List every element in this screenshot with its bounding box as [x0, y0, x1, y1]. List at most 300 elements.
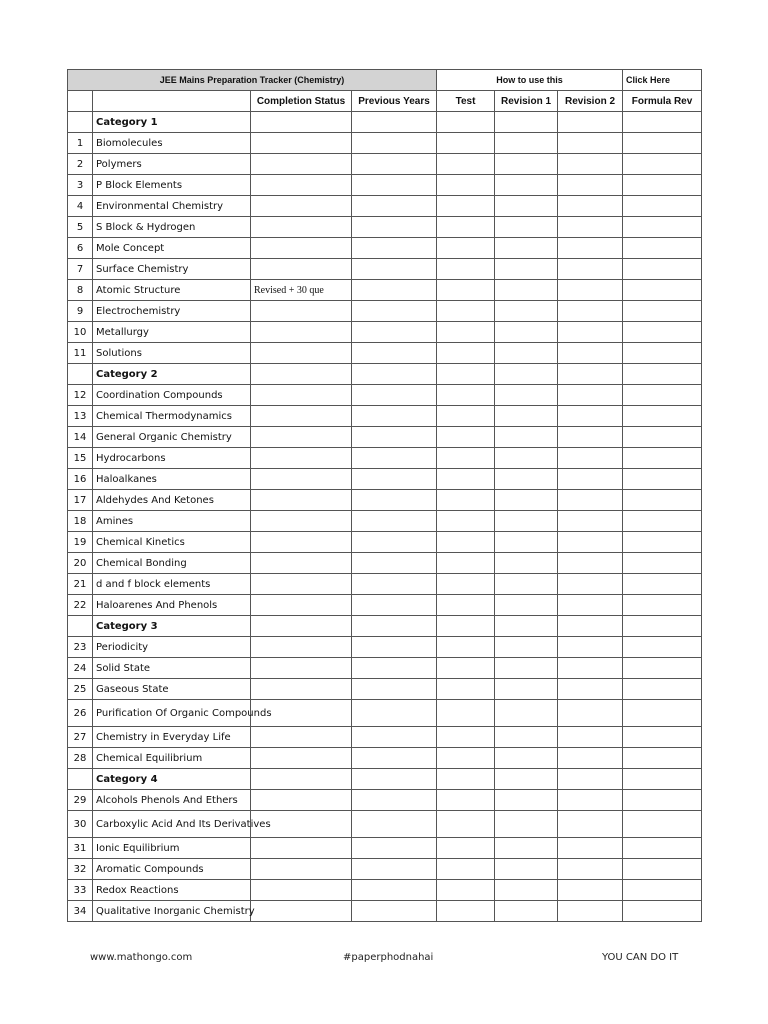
cell-previous-years[interactable]	[352, 658, 437, 679]
cell-test[interactable]	[437, 175, 495, 196]
cell-formula-rev[interactable]	[623, 448, 702, 469]
cell-test[interactable]	[437, 133, 495, 154]
cell-previous-years[interactable]	[352, 469, 437, 490]
topic-name: Chemical Bonding	[93, 553, 251, 574]
cell-revision-2[interactable]	[558, 658, 623, 679]
cell-previous-years[interactable]	[352, 901, 437, 922]
row-number: 22	[68, 595, 93, 616]
topic-name: Surface Chemistry	[93, 259, 251, 280]
cell-revision-2[interactable]	[558, 259, 623, 280]
tracker-table	[67, 69, 702, 922]
cell-revision-1[interactable]	[495, 154, 558, 175]
table-row	[68, 133, 702, 154]
topic-name: Purification Of Organic Compounds	[93, 700, 251, 727]
cell-formula-rev[interactable]	[623, 679, 702, 700]
row-number: 31	[68, 838, 93, 859]
cell-formula-rev[interactable]	[623, 175, 702, 196]
cell-revision-2[interactable]	[558, 427, 623, 448]
cell-test[interactable]	[437, 322, 495, 343]
cell-previous-years[interactable]	[352, 385, 437, 406]
topic-name: Chemistry in Everyday Life	[93, 727, 251, 748]
cell-completion-status[interactable]	[251, 553, 352, 574]
cell-previous-years[interactable]	[352, 259, 437, 280]
header-revision-2: Revision 2	[558, 91, 623, 112]
cell-revision-2[interactable]	[558, 364, 623, 385]
cell-completion-status[interactable]	[251, 364, 352, 385]
header-formula-rev: Formula Rev	[623, 91, 702, 112]
table-row	[68, 175, 702, 196]
cell-test[interactable]	[437, 448, 495, 469]
cell-completion-status[interactable]	[251, 490, 352, 511]
cell-formula-rev[interactable]	[623, 595, 702, 616]
cell-revision-1[interactable]	[495, 301, 558, 322]
cell-completion-status[interactable]	[251, 748, 352, 769]
table-row	[68, 595, 702, 616]
cell-previous-years[interactable]	[352, 112, 437, 133]
row-number: 29	[68, 790, 93, 811]
cell-previous-years[interactable]	[352, 595, 437, 616]
row-number: 14	[68, 427, 93, 448]
cell-formula-rev[interactable]	[623, 364, 702, 385]
table-row	[68, 406, 702, 427]
cell-revision-1[interactable]	[495, 901, 558, 922]
cell-revision-2[interactable]	[558, 748, 623, 769]
table-row	[68, 511, 702, 532]
cell-test[interactable]	[437, 769, 495, 790]
cell-previous-years[interactable]	[352, 838, 437, 859]
cell-test[interactable]	[437, 238, 495, 259]
cell-revision-1[interactable]	[495, 790, 558, 811]
cell-formula-rev[interactable]	[623, 658, 702, 679]
cell-revision-1[interactable]	[495, 259, 558, 280]
row-number: 24	[68, 658, 93, 679]
cell-formula-rev[interactable]	[623, 217, 702, 238]
tracker-body	[68, 70, 702, 922]
cell-previous-years[interactable]	[352, 811, 437, 838]
cell-formula-rev[interactable]	[623, 880, 702, 901]
cell-completion-status[interactable]	[251, 217, 352, 238]
how-to-use-link[interactable]: How to use this	[437, 70, 623, 91]
cell-previous-years[interactable]	[352, 700, 437, 727]
cell-completion-status[interactable]	[251, 301, 352, 322]
row-number: 4	[68, 196, 93, 217]
cell-previous-years[interactable]	[352, 154, 437, 175]
cell-test[interactable]	[437, 748, 495, 769]
cell-test[interactable]	[437, 811, 495, 838]
cell-completion-status[interactable]	[251, 133, 352, 154]
cell-previous-years[interactable]	[352, 133, 437, 154]
cell-test[interactable]	[437, 406, 495, 427]
cell-formula-rev[interactable]	[623, 322, 702, 343]
cell-previous-years[interactable]	[352, 196, 437, 217]
cell-previous-years[interactable]	[352, 406, 437, 427]
cell-revision-2[interactable]	[558, 175, 623, 196]
cell-formula-rev[interactable]	[623, 700, 702, 727]
cell-formula-rev[interactable]	[623, 490, 702, 511]
table-row	[68, 838, 702, 859]
cell-test[interactable]	[437, 616, 495, 637]
topic-name: Polymers	[93, 154, 251, 175]
cell-previous-years[interactable]	[352, 175, 437, 196]
cell-previous-years[interactable]	[352, 364, 437, 385]
cell-revision-2[interactable]	[558, 511, 623, 532]
category-label: Category 3	[93, 616, 251, 637]
cell-revision-2[interactable]	[558, 280, 623, 301]
cell-test[interactable]	[437, 532, 495, 553]
cell-formula-rev[interactable]	[623, 748, 702, 769]
cell-formula-rev[interactable]	[623, 280, 702, 301]
row-number	[68, 364, 93, 385]
cell-revision-1[interactable]	[495, 859, 558, 880]
cell-revision-2[interactable]	[558, 679, 623, 700]
cell-formula-rev[interactable]	[623, 196, 702, 217]
cell-completion-status[interactable]	[251, 880, 352, 901]
cell-formula-rev[interactable]	[623, 301, 702, 322]
cell-completion-status[interactable]	[251, 901, 352, 922]
cell-completion-status[interactable]	[251, 385, 352, 406]
cell-formula-rev[interactable]	[623, 154, 702, 175]
cell-revision-1[interactable]	[495, 553, 558, 574]
topic-name: Environmental Chemistry	[93, 196, 251, 217]
cell-revision-1[interactable]	[495, 490, 558, 511]
cell-formula-rev[interactable]	[623, 133, 702, 154]
cell-revision-1[interactable]	[495, 133, 558, 154]
cell-previous-years[interactable]	[352, 574, 437, 595]
cell-test[interactable]	[437, 553, 495, 574]
cell-test[interactable]	[437, 427, 495, 448]
footer-hashtag: #paperphodnahai	[343, 952, 434, 963]
cell-completion-status[interactable]	[251, 532, 352, 553]
cell-revision-1[interactable]	[495, 811, 558, 838]
category-row	[68, 769, 702, 790]
cell-completion-status[interactable]	[251, 511, 352, 532]
click-here-link[interactable]: Click Here	[623, 70, 702, 91]
cell-revision-2[interactable]	[558, 301, 623, 322]
category-label: Category 1	[93, 112, 251, 133]
cell-revision-1[interactable]	[495, 322, 558, 343]
cell-test[interactable]	[437, 727, 495, 748]
cell-test[interactable]	[437, 112, 495, 133]
row-number: 7	[68, 259, 93, 280]
cell-test[interactable]	[437, 343, 495, 364]
cell-revision-1[interactable]	[495, 511, 558, 532]
cell-revision-1[interactable]	[495, 727, 558, 748]
cell-completion-status[interactable]	[251, 769, 352, 790]
cell-revision-2[interactable]	[558, 901, 623, 922]
cell-revision-2[interactable]	[558, 574, 623, 595]
cell-revision-1[interactable]	[495, 448, 558, 469]
topic-name: Solid State	[93, 658, 251, 679]
cell-revision-2[interactable]	[558, 343, 623, 364]
cell-completion-status[interactable]	[251, 727, 352, 748]
cell-test[interactable]	[437, 859, 495, 880]
row-number: 33	[68, 880, 93, 901]
table-row	[68, 637, 702, 658]
cell-previous-years[interactable]	[352, 427, 437, 448]
cell-completion-status[interactable]	[251, 790, 352, 811]
cell-completion-status[interactable]	[251, 175, 352, 196]
cell-revision-1[interactable]	[495, 280, 558, 301]
cell-formula-rev[interactable]	[623, 406, 702, 427]
cell-revision-2[interactable]	[558, 217, 623, 238]
cell-test[interactable]	[437, 217, 495, 238]
cell-test[interactable]	[437, 490, 495, 511]
row-number: 10	[68, 322, 93, 343]
cell-previous-years[interactable]	[352, 880, 437, 901]
cell-test[interactable]	[437, 658, 495, 679]
topic-name: Biomolecules	[93, 133, 251, 154]
cell-test[interactable]	[437, 259, 495, 280]
cell-revision-2[interactable]	[558, 322, 623, 343]
cell-completion-status[interactable]	[251, 154, 352, 175]
cell-completion-status[interactable]	[251, 859, 352, 880]
cell-previous-years[interactable]	[352, 679, 437, 700]
cell-revision-1[interactable]	[495, 838, 558, 859]
cell-formula-rev[interactable]	[623, 427, 702, 448]
cell-test[interactable]	[437, 880, 495, 901]
cell-completion-status[interactable]	[251, 469, 352, 490]
cell-revision-2[interactable]	[558, 769, 623, 790]
category-row	[68, 364, 702, 385]
table-row	[68, 490, 702, 511]
row-number: 34	[68, 901, 93, 922]
cell-test[interactable]	[437, 385, 495, 406]
cell-test[interactable]	[437, 700, 495, 727]
cell-formula-rev[interactable]	[623, 532, 702, 553]
cell-formula-rev[interactable]	[623, 616, 702, 637]
cell-formula-rev[interactable]	[623, 553, 702, 574]
topic-name: Aldehydes And Ketones	[93, 490, 251, 511]
cell-revision-1[interactable]	[495, 658, 558, 679]
cell-test[interactable]	[437, 301, 495, 322]
cell-revision-1[interactable]	[495, 595, 558, 616]
cell-previous-years[interactable]	[352, 727, 437, 748]
cell-completion-status[interactable]	[251, 259, 352, 280]
cell-revision-2[interactable]	[558, 880, 623, 901]
table-row	[68, 385, 702, 406]
cell-test[interactable]	[437, 280, 495, 301]
cell-revision-2[interactable]	[558, 790, 623, 811]
cell-revision-2[interactable]	[558, 727, 623, 748]
cell-completion-status[interactable]	[251, 838, 352, 859]
cell-revision-2[interactable]	[558, 616, 623, 637]
cell-test[interactable]	[437, 637, 495, 658]
cell-completion-status[interactable]	[251, 343, 352, 364]
cell-revision-2[interactable]	[558, 385, 623, 406]
cell-test[interactable]	[437, 469, 495, 490]
cell-formula-rev[interactable]	[623, 838, 702, 859]
cell-revision-1[interactable]	[495, 574, 558, 595]
cell-completion-status[interactable]	[251, 574, 352, 595]
cell-previous-years[interactable]	[352, 532, 437, 553]
cell-revision-2[interactable]	[558, 490, 623, 511]
topic-name: Qualitative Inorganic Chemistry	[93, 901, 251, 922]
cell-revision-1[interactable]	[495, 406, 558, 427]
cell-formula-rev[interactable]	[623, 727, 702, 748]
row-number	[68, 769, 93, 790]
table-row	[68, 301, 702, 322]
cell-previous-years[interactable]	[352, 238, 437, 259]
cell-formula-rev[interactable]	[623, 343, 702, 364]
cell-revision-2[interactable]	[558, 469, 623, 490]
cell-revision-2[interactable]	[558, 859, 623, 880]
topic-name: General Organic Chemistry	[93, 427, 251, 448]
cell-previous-years[interactable]	[352, 790, 437, 811]
cell-formula-rev[interactable]	[623, 238, 702, 259]
cell-revision-1[interactable]	[495, 343, 558, 364]
cell-formula-rev[interactable]	[623, 385, 702, 406]
cell-test[interactable]	[437, 196, 495, 217]
cell-previous-years[interactable]	[352, 343, 437, 364]
topic-name: Periodicity	[93, 637, 251, 658]
cell-completion-status[interactable]	[251, 679, 352, 700]
cell-previous-years[interactable]	[352, 301, 437, 322]
cell-revision-2[interactable]	[558, 700, 623, 727]
cell-revision-2[interactable]	[558, 532, 623, 553]
table-row	[68, 448, 702, 469]
topic-name: Gaseous State	[93, 679, 251, 700]
cell-previous-years[interactable]	[352, 748, 437, 769]
cell-test[interactable]	[437, 901, 495, 922]
cell-revision-2[interactable]	[558, 406, 623, 427]
cell-formula-rev[interactable]	[623, 811, 702, 838]
cell-revision-2[interactable]	[558, 838, 623, 859]
row-number: 30	[68, 811, 93, 838]
cell-revision-1[interactable]	[495, 469, 558, 490]
row-number: 28	[68, 748, 93, 769]
cell-revision-2[interactable]	[558, 133, 623, 154]
cell-revision-1[interactable]	[495, 616, 558, 637]
cell-completion-status[interactable]	[251, 427, 352, 448]
row-number	[68, 616, 93, 637]
cell-formula-rev[interactable]	[623, 790, 702, 811]
row-number: 15	[68, 448, 93, 469]
cell-revision-1[interactable]	[495, 196, 558, 217]
table-row	[68, 154, 702, 175]
topic-name: Metallurgy	[93, 322, 251, 343]
cell-revision-1[interactable]	[495, 112, 558, 133]
cell-test[interactable]	[437, 154, 495, 175]
row-number: 25	[68, 679, 93, 700]
cell-formula-rev[interactable]	[623, 637, 702, 658]
cell-previous-years[interactable]	[352, 280, 437, 301]
cell-completion-status[interactable]	[251, 595, 352, 616]
cell-previous-years[interactable]	[352, 553, 437, 574]
cell-revision-1[interactable]	[495, 364, 558, 385]
cell-revision-2[interactable]	[558, 238, 623, 259]
table-row	[68, 343, 702, 364]
cell-previous-years[interactable]	[352, 217, 437, 238]
cell-revision-2[interactable]	[558, 196, 623, 217]
category-row	[68, 616, 702, 637]
cell-revision-2[interactable]	[558, 811, 623, 838]
cell-revision-1[interactable]	[495, 427, 558, 448]
cell-completion-status[interactable]	[251, 112, 352, 133]
cell-completion-status[interactable]	[251, 616, 352, 637]
cell-previous-years[interactable]	[352, 859, 437, 880]
category-label: Category 4	[93, 769, 251, 790]
table-row	[68, 238, 702, 259]
topic-name: Coordination Compounds	[93, 385, 251, 406]
cell-formula-rev[interactable]	[623, 769, 702, 790]
cell-revision-2[interactable]	[558, 553, 623, 574]
table-row	[68, 217, 702, 238]
cell-revision-2[interactable]	[558, 112, 623, 133]
footer-motto: YOU CAN DO IT	[602, 952, 679, 963]
cell-revision-2[interactable]	[558, 448, 623, 469]
row-number: 13	[68, 406, 93, 427]
cell-revision-1[interactable]	[495, 532, 558, 553]
table-row	[68, 679, 702, 700]
header-previous-years: Previous Years	[352, 91, 437, 112]
cell-test[interactable]	[437, 679, 495, 700]
cell-revision-1[interactable]	[495, 175, 558, 196]
row-number: 18	[68, 511, 93, 532]
cell-revision-1[interactable]	[495, 880, 558, 901]
cell-revision-1[interactable]	[495, 748, 558, 769]
topic-name: Amines	[93, 511, 251, 532]
header-topic-cell	[93, 91, 251, 112]
cell-test[interactable]	[437, 511, 495, 532]
cell-revision-1[interactable]	[495, 700, 558, 727]
cell-completion-status[interactable]	[251, 637, 352, 658]
cell-completion-status[interactable]	[251, 448, 352, 469]
cell-previous-years[interactable]	[352, 448, 437, 469]
topic-name: Redox Reactions	[93, 880, 251, 901]
cell-previous-years[interactable]	[352, 490, 437, 511]
cell-completion-status[interactable]	[251, 238, 352, 259]
cell-formula-rev[interactable]	[623, 469, 702, 490]
cell-completion-status[interactable]	[251, 658, 352, 679]
cell-completion-status[interactable]: Revised + 30 que	[251, 280, 352, 301]
cell-previous-years[interactable]	[352, 511, 437, 532]
cell-revision-1[interactable]	[495, 637, 558, 658]
cell-test[interactable]	[437, 574, 495, 595]
cell-test[interactable]	[437, 790, 495, 811]
cell-formula-rev[interactable]	[623, 901, 702, 922]
cell-test[interactable]	[437, 364, 495, 385]
cell-revision-2[interactable]	[558, 154, 623, 175]
row-number: 21	[68, 574, 93, 595]
cell-completion-status[interactable]	[251, 196, 352, 217]
topic-name: Solutions	[93, 343, 251, 364]
row-number: 3	[68, 175, 93, 196]
cell-test[interactable]	[437, 838, 495, 859]
cell-revision-1[interactable]	[495, 217, 558, 238]
cell-revision-1[interactable]	[495, 238, 558, 259]
topic-name: Haloarenes And Phenols	[93, 595, 251, 616]
cell-formula-rev[interactable]	[623, 112, 702, 133]
cell-previous-years[interactable]	[352, 322, 437, 343]
cell-revision-1[interactable]	[495, 385, 558, 406]
cell-revision-1[interactable]	[495, 679, 558, 700]
cell-formula-rev[interactable]	[623, 259, 702, 280]
cell-revision-2[interactable]	[558, 637, 623, 658]
cell-formula-rev[interactable]	[623, 859, 702, 880]
cell-completion-status[interactable]	[251, 406, 352, 427]
topic-name: Chemical Equilibrium	[93, 748, 251, 769]
cell-revision-2[interactable]	[558, 595, 623, 616]
cell-revision-1[interactable]	[495, 769, 558, 790]
cell-test[interactable]	[437, 595, 495, 616]
cell-previous-years[interactable]	[352, 769, 437, 790]
cell-previous-years[interactable]	[352, 616, 437, 637]
cell-completion-status[interactable]	[251, 322, 352, 343]
row-number: 17	[68, 490, 93, 511]
cell-formula-rev[interactable]	[623, 574, 702, 595]
cell-previous-years[interactable]	[352, 637, 437, 658]
cell-formula-rev[interactable]	[623, 511, 702, 532]
